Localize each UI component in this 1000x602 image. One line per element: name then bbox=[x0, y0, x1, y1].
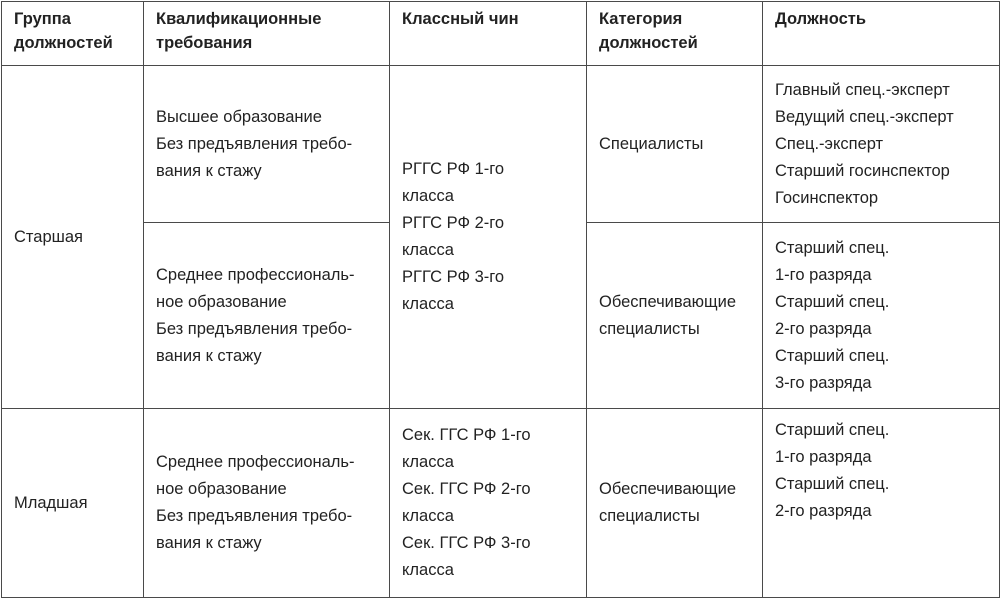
text-line: 2-го разряда bbox=[775, 319, 872, 338]
text-line: Старший спец. bbox=[775, 421, 890, 439]
text-line: Среднее профессиональ- bbox=[156, 265, 355, 284]
text-line: Сек. ГГС РФ 1-го bbox=[402, 426, 531, 444]
text-line: Старший спец. bbox=[775, 292, 890, 311]
category-cell: Специалисты bbox=[587, 66, 763, 223]
text-line: РГГС РФ 2-го bbox=[402, 214, 505, 232]
text-line: Обеспечивающие bbox=[599, 480, 737, 498]
text-line: Спец.-эксперт bbox=[775, 134, 884, 153]
text-line: 3-го разряда bbox=[775, 373, 872, 392]
text-line: вания к стажу bbox=[156, 161, 262, 180]
text-line: Старший госинспектор bbox=[775, 161, 950, 180]
position-cell bbox=[763, 223, 1000, 409]
text-line: класса bbox=[402, 241, 454, 259]
positions-table bbox=[1, 1, 1000, 598]
position-cell bbox=[763, 409, 1000, 598]
text-line: Без предъявления требо- bbox=[156, 507, 353, 525]
requirements-cell bbox=[144, 223, 390, 409]
text-line: Старший спец. bbox=[775, 475, 890, 493]
table-row bbox=[2, 409, 1000, 598]
header-position: Должность bbox=[763, 2, 1000, 66]
text-line: специалисты bbox=[599, 319, 700, 338]
text-line: 1-го разряда bbox=[775, 448, 872, 466]
position-cell bbox=[763, 66, 1000, 223]
text-line: Старший спец. bbox=[775, 346, 890, 365]
category-cell bbox=[587, 223, 763, 409]
header-requirements: Квалификационные требования bbox=[144, 2, 390, 66]
category-cell bbox=[587, 409, 763, 598]
text-line: 1-го разряда bbox=[775, 265, 872, 284]
text-line: класса bbox=[402, 453, 454, 471]
text-line: Сек. ГГС РФ 2-го bbox=[402, 480, 531, 498]
table-row bbox=[2, 66, 1000, 223]
text-line: класса bbox=[402, 507, 454, 525]
header-rank: Классный чин bbox=[390, 2, 587, 66]
text-line: 2-го разряда bbox=[775, 502, 872, 520]
text-line: ное образование bbox=[156, 480, 287, 498]
text-line: Без предъявления требо- bbox=[156, 134, 353, 153]
text-line: вания к стажу bbox=[156, 346, 262, 365]
header-row bbox=[2, 2, 1000, 66]
text-line: специалисты bbox=[599, 507, 700, 525]
text-line: класса bbox=[402, 561, 454, 579]
text-line: Сек. ГГС РФ 3-го bbox=[402, 534, 531, 552]
group-senior: Старшая bbox=[2, 66, 144, 409]
text-line: Обеспечивающие bbox=[599, 292, 737, 311]
group-junior: Младшая bbox=[2, 409, 144, 598]
text-line: Без предъявления требо- bbox=[156, 319, 353, 338]
requirements-cell bbox=[144, 66, 390, 223]
text-line: РГГС РФ 3-го bbox=[402, 268, 505, 286]
text-line: РГГС РФ 1-го bbox=[402, 160, 505, 178]
rank-cell bbox=[390, 66, 587, 409]
text-line: Госинспектор bbox=[775, 188, 879, 207]
text-line: Среднее профессиональ- bbox=[156, 453, 355, 471]
text-line: Старший спец. bbox=[775, 238, 890, 257]
text-line: Главный спец.-эксперт bbox=[775, 80, 950, 99]
text-line: Высшее образование bbox=[156, 107, 322, 126]
text-line: ное образование bbox=[156, 292, 287, 311]
header-category: Категория должностей bbox=[587, 2, 763, 66]
text-line: Ведущий спец.-эксперт bbox=[775, 107, 954, 126]
rank-cell bbox=[390, 409, 587, 598]
text-line: класса bbox=[402, 187, 454, 205]
requirements-cell bbox=[144, 409, 390, 598]
header-group: Группа должностей bbox=[2, 2, 144, 66]
text-line: класса bbox=[402, 295, 454, 313]
text-line: вания к стажу bbox=[156, 534, 262, 552]
